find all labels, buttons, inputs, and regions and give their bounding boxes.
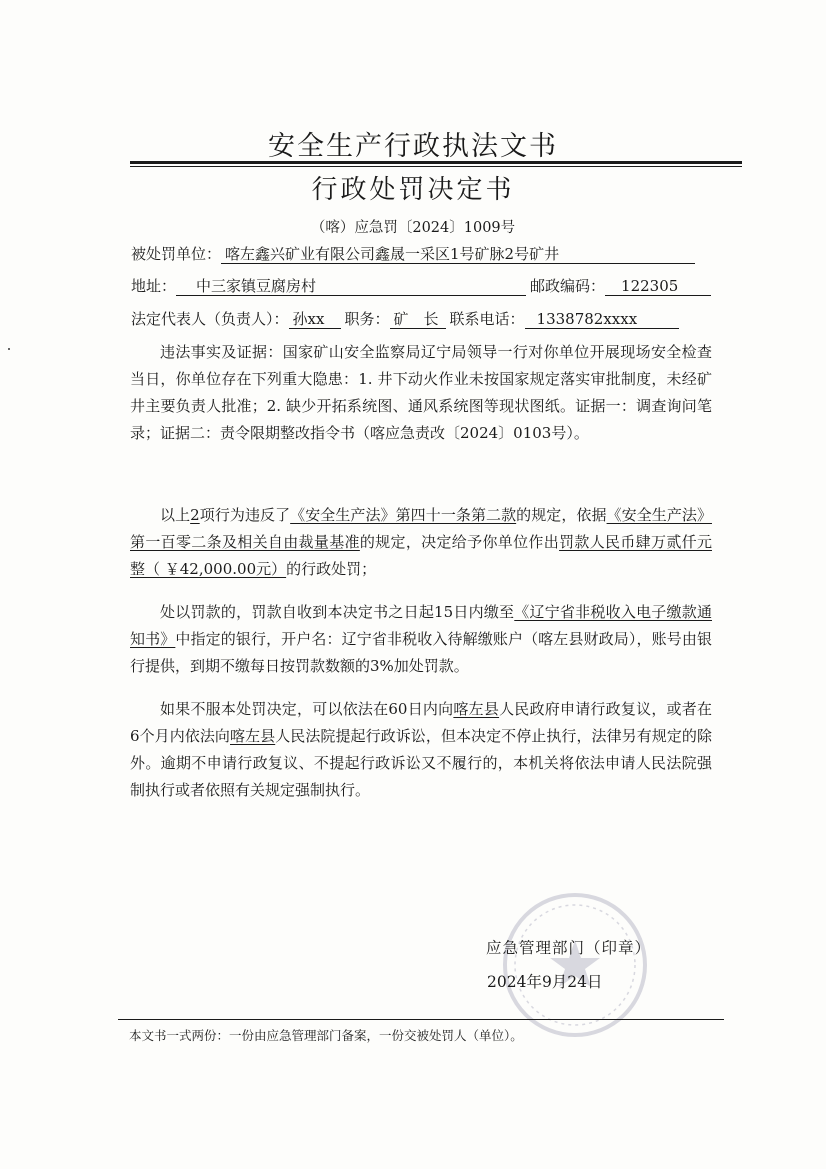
phone-value: 1338782xxxx [525, 310, 679, 329]
appeal-text-3: 人民法院提起行政诉讼，但本决定不停止执行，法律另有规定的除外。逾期不申请行政复议、不提起行政诉讼又不履行的，本机关将依法申请人民法院强制执行或者依照有关规定强制执行。 [130, 727, 712, 799]
address-row [131, 276, 711, 296]
position-value: 矿 长 [390, 310, 446, 329]
header-rule-thin [130, 166, 742, 167]
decision-text-5: 的行政处罚； [286, 560, 377, 578]
position-label: 职务： [344, 310, 390, 328]
appeal-paragraph [130, 696, 712, 804]
decision-text-1: 以上 [160, 506, 191, 524]
footer-note: 本文书一式两份：一份由应急管理部门备案，一份交被处罚人（单位）。 [129, 1028, 523, 1043]
review-government: 喀左县 [453, 700, 500, 718]
address-value: 中三家镇豆腐房村 [176, 277, 526, 296]
penalized-party-label: 被处罚单位： [131, 245, 222, 263]
decision-text-4: 的规定，决定给予你单位作出 [359, 533, 560, 551]
legal-basis: 《安全生产法》第一百零二条及相关自由裁量基准 [130, 506, 712, 551]
document-number: （喀）应急罚〔2024〕1009号 [310, 220, 516, 236]
payment-text-1: 处以罚款的，罚款自收到本决定书之日起15日内缴至 [160, 603, 515, 621]
decision-text-3: 的规定，依据 [516, 506, 607, 524]
representative-value: 孙xx [289, 310, 341, 329]
address-label: 地址： [131, 277, 177, 295]
violated-law: 《安全生产法》第四十一条第二款 [290, 506, 517, 524]
header-rule-thick [130, 161, 742, 164]
phone-label: 联系电话： [449, 310, 525, 328]
issue-date: 2024年9月24日 [487, 973, 603, 991]
appeal-text-1: 如果不服本处罚决定，可以依法在60日内向 [160, 700, 454, 718]
penalized-party-value: 喀左鑫兴矿业有限公司鑫晟一采区1号矿脉2号矿井 [221, 245, 695, 264]
postal-code-label: 邮政编码： [530, 277, 606, 295]
appeal-text-2: 人民政府申请行政复议，或者在6个月内依法向 [130, 700, 712, 745]
scan-artifact [8, 348, 10, 350]
violation-count: 2 [190, 506, 200, 524]
footer-rule [118, 1019, 724, 1020]
payment-paragraph [130, 599, 712, 680]
violation-facts-paragraph: 违法事实及证据：国家矿山安全监察局辽宁局领导一行对你单位开展现场安全检查当日，你单位存在下列重大隐患：1. 井下动火作业未按国家规定落实审批制度，未经矿井主要负责人批准；2. 缺少开拓系统图、通风系统图等现状图纸。证据一：调查询问笔录；证据二：责令限期整改指令书（喀应急责改〔2024〕0103号）。 [130, 343, 712, 442]
penalty-amount: 罚款人民币肆万贰仟元整（ ￥42,000.00元） [130, 533, 712, 578]
header-title: 安全生产行政执法文书 [268, 131, 558, 162]
decision-text-2: 项行为违反了 [199, 506, 291, 524]
representative-label: 法定代表人（负责人）： [131, 310, 289, 328]
violation-decision-paragraph [130, 502, 712, 583]
penalized-party-row [131, 244, 695, 264]
payment-text-2: 中指定的银行，开户名：辽宁省非税收入待解缴账户（喀左县财政局），账号由银行提供，到期不缴每日按罚款数额的3%加处罚款。 [130, 630, 712, 675]
litigation-court: 喀左县 [230, 727, 276, 745]
document-title: 行政处罚决定书 [311, 175, 515, 205]
official-seal-icon [500, 890, 650, 1040]
payment-notice: 《辽宁省非税收入电子缴款通知书》 [130, 603, 712, 648]
representative-row [131, 309, 679, 329]
issuing-authority: 应急管理部门（印章） [486, 939, 652, 957]
postal-code-value: 122305 [605, 277, 711, 296]
